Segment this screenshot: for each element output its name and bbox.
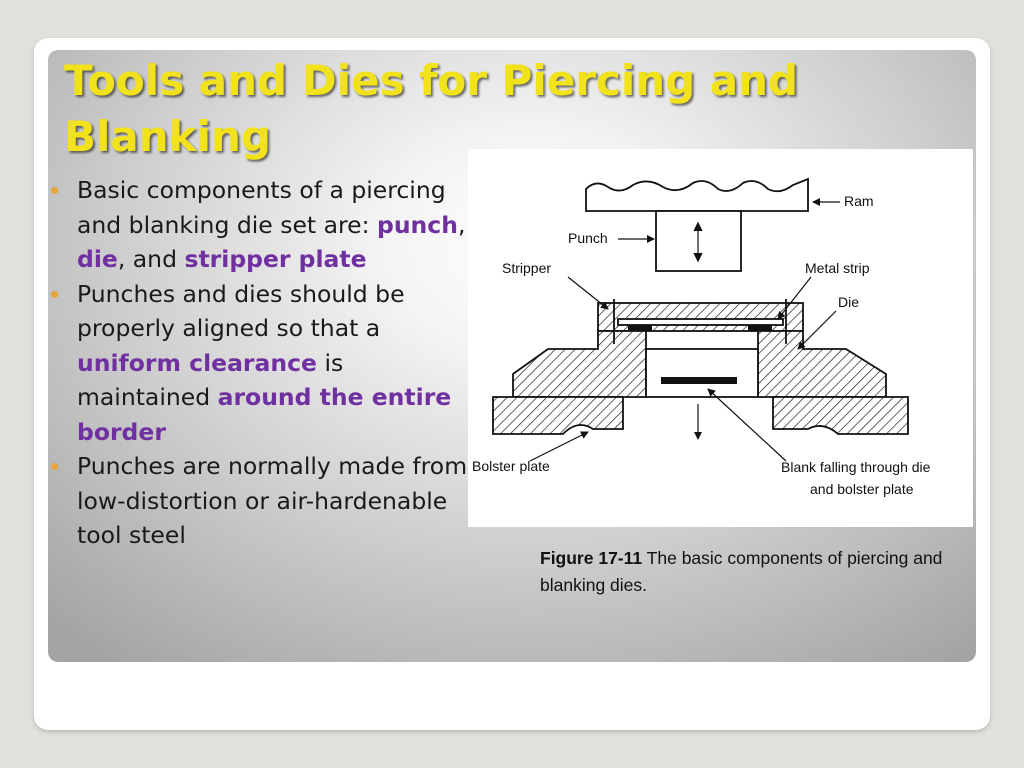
die-left [513,331,646,397]
die-right [758,331,886,397]
figure-caption [540,545,960,599]
bolster-right [773,397,908,434]
bullet-dot-icon [51,463,58,470]
bullet-list [48,173,478,553]
blank-piece [661,377,737,384]
label-ram: Ram [844,193,874,209]
bullet-text: is maintained [77,348,344,411]
bullet-item [48,449,478,553]
label-blank-line1: Blank falling through die [781,459,931,475]
bullet-text: Punches and dies should be properly aligned so that a [77,279,405,342]
emphasis-term: stripper plate [184,245,367,273]
slide-title: Tools and Dies for Piercing and Blanking [64,56,799,161]
bolster-left [493,397,623,434]
bullet-item [48,277,478,450]
label-stripper: Stripper [502,260,552,276]
label-punch: Punch [568,230,608,246]
die-diagram-figure [468,149,973,527]
label-die: Die [838,294,860,310]
emphasis-term: around the entire border [77,383,452,446]
strip-scrap-left [628,325,652,331]
die-opening [646,349,758,397]
label-metal-strip: Metal strip [805,260,870,276]
label-bolster-plate: Bolster plate [472,458,550,474]
bullet-item [48,173,478,277]
caption-label: Figure 17-11 [540,548,643,568]
bullet-dot-icon [51,291,58,298]
metal-strip [618,319,783,325]
emphasis-term: punch [377,210,458,239]
ram-shape [586,179,808,211]
label-blank-line2: and bolster plate [810,481,914,497]
bullet-dot-icon [51,187,58,194]
caption-text: The basic components of piercing and blanking dies. [540,548,943,595]
strip-scrap-right [748,325,772,331]
emphasis-term: die [77,245,118,273]
bullet-text: , [457,210,466,239]
bullet-text: Punches are normally made from low-distortion or air-hardenable tool steel [77,452,468,549]
bullet-text: Basic components of a piercing and blanking die set are: [77,176,446,239]
emphasis-term: uniform clearance [77,348,317,377]
bullet-text: , and [117,245,185,273]
die-set-diagram [468,149,973,527]
